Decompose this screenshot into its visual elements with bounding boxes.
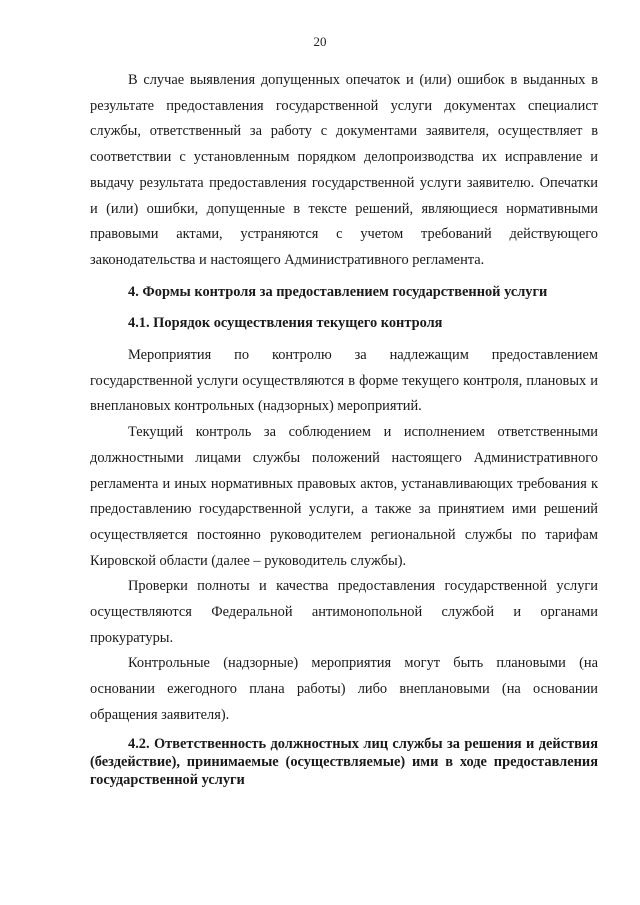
paragraph-inspections: Проверки полноты и качества предоставления государственной услуги осуществляются Федеральной антимонопольной службой и органами прокуратуры. [90, 578, 598, 646]
document-body [90, 68, 598, 789]
paragraph-control-measures: Мероприятия по контролю за надлежащим предоставлением государственной услуги осуществляются в форме текущего контроля, плановых и внеплановых контрольных (надзорных) мероприятий. [90, 347, 598, 415]
paragraph-typo-correction: В случае выявления допущенных опечаток и (или) ошибок в выданных в результате предоставления государственной услуги документах специалист службы, ответственный за работу с документами заявителя, осуществляет в соответствии с установленным порядком делопроизводства их исправление и выдачу результата предоставления государственной услуги заявителю. Опечатки и (или) ошибки, допущенные в тексте решений, являющиеся нормативными правовыми актами, устраняются с учетом требований действующего законодательства и настоящего Административного регламента. [90, 72, 598, 268]
section-heading-4-2: 4.2. Ответственность должностных лиц службы за решения и действия (бездействие), принимаемые (осуществляемые) ими в ходе предоставления государственной услуги [90, 735, 598, 788]
section-heading-4: 4. Формы контроля за предоставлением государственной услуги [128, 283, 548, 300]
paragraph-current-control: Текущий контроль за соблюдением и исполнением ответственными должностными лицами службы положений настоящего Административного регламента и иных нормативных правовых актов, устанавливающих требования к предоставлению государственной услуги, а также за принятием ими решений осуществляется постоянно руководителем региональной службы по тарифам Кировской области (далее – руководитель службы). [90, 424, 598, 569]
page-number: 20 [313, 34, 327, 49]
paragraph-supervisory-measures: Контрольные (надзорные) мероприятия могут быть плановыми (на основании ежегодного плана работы) либо внеплановыми (на основании обращения заявителя). [90, 655, 598, 723]
section-heading-4-1: 4.1. Порядок осуществления текущего контроля [128, 315, 443, 332]
